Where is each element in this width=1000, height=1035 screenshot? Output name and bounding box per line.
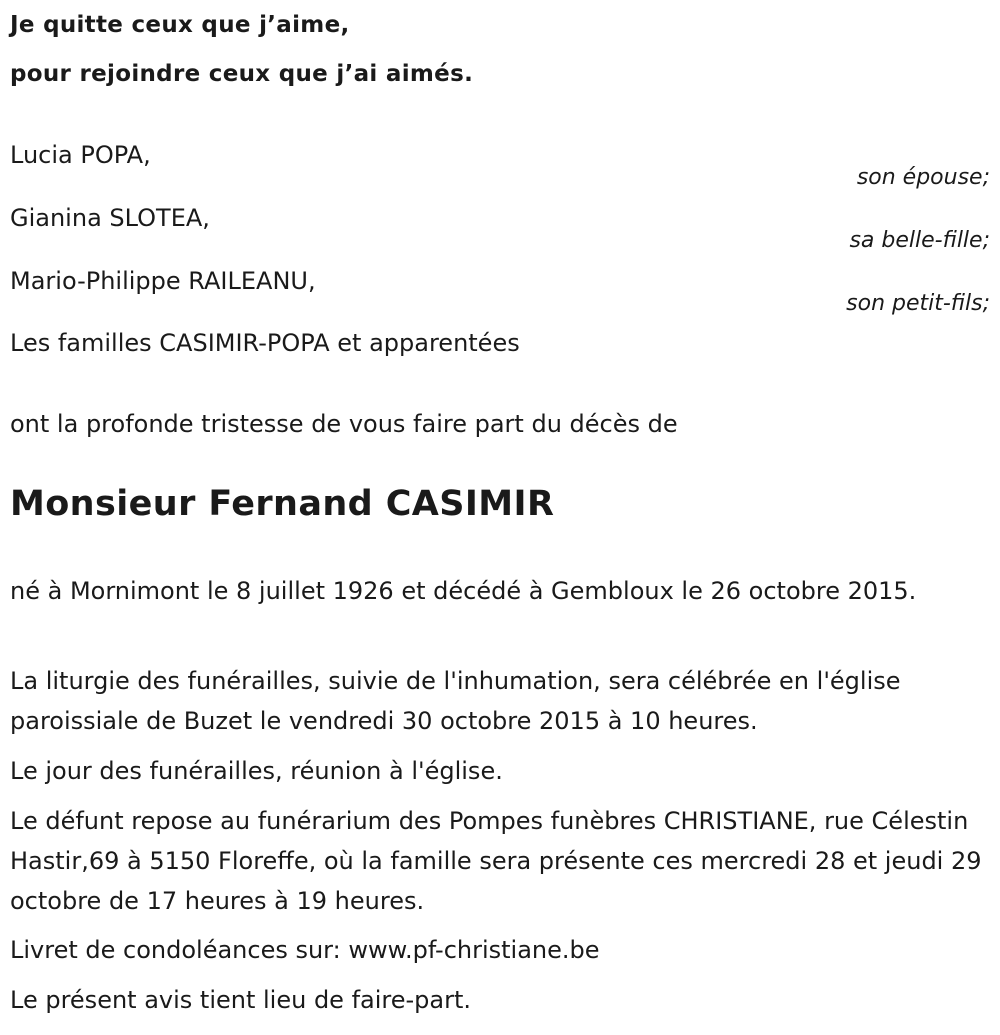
birth-death-paragraph: né à Mornimont le 8 juillet 1926 et décédé à Gembloux le 26 octobre 2015. xyxy=(10,577,917,605)
family-member-relation: son épouse; xyxy=(856,165,990,190)
family-member-name: Mario-Philippe RAILEANU, xyxy=(10,267,316,295)
family-member-name: Gianina SLOTEA, xyxy=(10,204,210,232)
funeral-liturgy-paragraph: La liturgie des funérailles, suivie de l'inhumation, sera célébrée en l'église paroissiale de Buzet le vendredi 30 octobre 2015 à 10 heures. xyxy=(10,667,901,735)
epigraph-line-1: Je quitte ceux que j’aime, xyxy=(10,12,350,38)
epigraph-line-2: pour rejoindre ceux que j’ai aimés. xyxy=(10,61,474,87)
funerarium-paragraph: Le défunt repose au funérarium des Pompes funèbres CHRISTIANE, rue Célestin Hastir,69 à 5150 Floreffe, où la famille sera présente ces mercredi 28 et jeudi 29 octobre de 17 heures à 19 heures. xyxy=(10,807,982,915)
family-member-name: Lucia POPA, xyxy=(10,141,151,169)
family-member-relation: son petit-fils; xyxy=(846,291,990,316)
condolences-paragraph: Livret de condoléances sur: www.pf-christiane.be xyxy=(10,936,600,964)
notice-paragraph: Le présent avis tient lieu de faire-part. xyxy=(10,986,472,1014)
family-member-relation: sa belle-fille; xyxy=(849,228,990,253)
meeting-paragraph: Le jour des funérailles, réunion à l'église. xyxy=(10,757,503,785)
deceased-name: Monsieur Fernand CASIMIR xyxy=(10,484,555,524)
announcement-text: ont la profonde tristesse de vous faire part du décès de xyxy=(10,410,678,438)
family-group-name: Les familles CASIMIR-POPA et apparentées xyxy=(10,329,520,357)
